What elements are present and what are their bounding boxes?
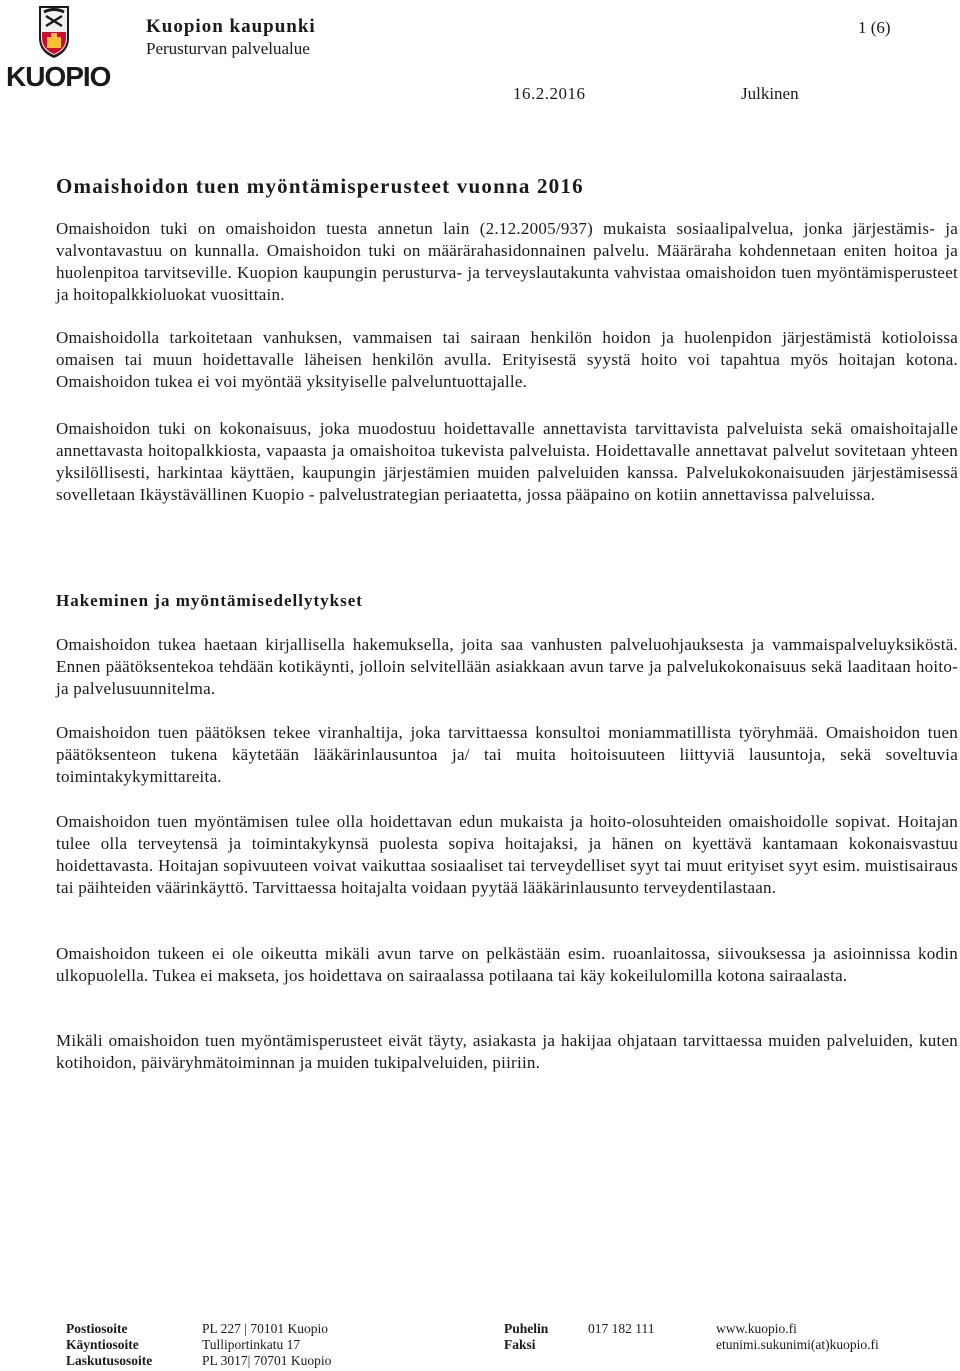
- document-title: Omaishoidon tuen myöntämisperusteet vuonna 2016: [56, 174, 584, 198]
- section-paragraph-1: Omaishoidon tukea haetaan kirjallisella hakemuksella, joita saa vanhusten palveluohjauksesta ja vammaispalveluyksiköstä. Ennen päätöksentekoa tehdään kotikäynti, jolloin selvitellään asiakkaan avun tarve ja palvelukokonaisuus sekä laaditaan hoito- ja palvelusuunnitelma.: [56, 635, 958, 698]
- phone-label: Puhelin: [504, 1321, 549, 1336]
- section-paragraph-3: Omaishoidon tuen myöntämisen tulee olla hoidettavan edun mukaista ja hoito-olosuhteiden omaishoidolle sopivat. Hoitajan tulee olla terveytensä ja toimintakykynsä puolesta sopiva hoitajaksi, ja hänen on kyettävä kantamaan kokonaisvastuu hoidettavasta. Hoitajan sopivuuteen voivat vaikuttaa sosiaaliset tai terveydelliset syyt tai muut erityiset syyt esim. muistisairaus tai päihteiden väärinkäyttö. Tarvittaessa hoitajalta voidaan pyytää lääkärinlausunto terveydentilastaan.: [56, 812, 958, 897]
- visiting-address-value: Tulliportinkatu 17: [202, 1337, 301, 1352]
- phone-value: 017 182 111: [588, 1321, 655, 1336]
- document-status: Julkinen: [741, 84, 799, 103]
- footer-row-postal: [66, 1321, 879, 1337]
- organization-name: Kuopion kaupunki: [146, 16, 316, 37]
- fax-value: [588, 1337, 716, 1353]
- organization-unit: Perusturvan palvelualue: [146, 39, 310, 58]
- website-link[interactable]: www.kuopio.fi: [716, 1321, 797, 1336]
- document-footer: [66, 1321, 879, 1369]
- coat-of-arms-icon: [6, 4, 102, 60]
- intro-paragraph-2: Omaishoidolla tarkoitetaan vanhuksen, vammaisen tai sairaan henkilön hoidon ja huolenpidon järjestämistä kotioloissa omaisen tai muun hoidettavalle läheisen henkilön avulla. Erityisestä syystä hoito voi tapahtua myös hoitajan kotona. Omaishoidon tukea ei voi myöntää yksityiselle palveluntuottajalle.: [56, 328, 958, 391]
- billing-address-value: PL 3017| 70701 Kuopio: [202, 1353, 332, 1368]
- section-paragraph-2: Omaishoidon tuen päätöksen tekee viranhaltija, joka tarvittaessa konsultoi moniammatillista työryhmää. Omaishoidon tuen päätöksenteon tukena käytetään lääkärinlausuntoa ja/ tai muita hoitoisuuteen liittyviä lausuntoja, sekä soveltuvia toimintakykymittareita.: [56, 723, 958, 786]
- document-date: 16.2.2016: [513, 84, 586, 103]
- billing-address-label: Laskutusosoite: [66, 1353, 153, 1368]
- visiting-address-label: Käyntiosoite: [66, 1337, 139, 1352]
- kuopio-logo: [6, 4, 111, 98]
- page-number: 1 (6): [858, 18, 891, 37]
- section-paragraph-4: Omaishoidon tukeen ei ole oikeutta mikäli avun tarve on pelkästään esim. ruoanlaitossa, siivouksessa ja asioinnissa kodin ulkopuolella. Tukea ei makseta, jos hoidettava on sairaalassa potilaana tai käy kokeilulomilla kotona sairaalasta.: [56, 944, 958, 985]
- email-address: etunimi.sukunimi(at)kuopio.fi: [716, 1337, 879, 1352]
- intro-paragraph-1: Omaishoidon tuki on omaishoidon tuesta annetun lain (2.12.2005/937) mukaista sosiaalipalvelua, jonka järjestämis- ja valvontavastuu on kunnalla. Omaishoidon tuki on määrärahasidonnainen palvelu. Määräraha kohdennetaan eniten hoitoa ja huolenpitoa tarvitseville. Kuopion kaupungin perusturva- ja terveyslautakunta vahvistaa omaishoidon tuen myöntämisperusteet ja hoitopalkkioluokat vuosittain.: [56, 219, 958, 304]
- postal-address-value: PL 227 | 70101 Kuopio: [202, 1321, 328, 1336]
- fax-label: Faksi: [504, 1337, 536, 1352]
- logo-text: KUOPIO: [6, 61, 111, 92]
- section-heading: Hakeminen ja myöntämisedellytykset: [56, 591, 363, 610]
- footer-row-billing: [66, 1353, 879, 1369]
- intro-paragraph-3: Omaishoidon tuki on kokonaisuus, joka muodostuu hoidettavalle annettavista tarvittavista palveluista sekä omaishoitajalle annettavasta hoitopalkkiosta, vapaasta ja omaishoitoa tukevista palveluista. Hoidettavalle annettavat palvelut sovitetaan yhteen yksilöllisesti, harkintaa käyttäen, kaupungin järjestämien muiden palveluiden kanssa. Palvelukokonaisuuden järjestämisessä sovelletaan Ikäystävällinen Kuopio - palvelustrategian periaatetta, jossa pääpaino on kotiin annettavissa palveluissa.: [56, 419, 958, 504]
- postal-address-label: Postiosoite: [66, 1321, 128, 1336]
- footer-row-visit: [66, 1337, 879, 1353]
- section-paragraph-5: Mikäli omaishoidon tuen myöntämisperusteet eivät täyty, asiakasta ja hakijaa ohjataan tarvittaessa muiden palveluiden, kuten kotihoidon, päiväryhmätoiminnan ja muiden tukipalveluiden, piiriin.: [56, 1031, 958, 1072]
